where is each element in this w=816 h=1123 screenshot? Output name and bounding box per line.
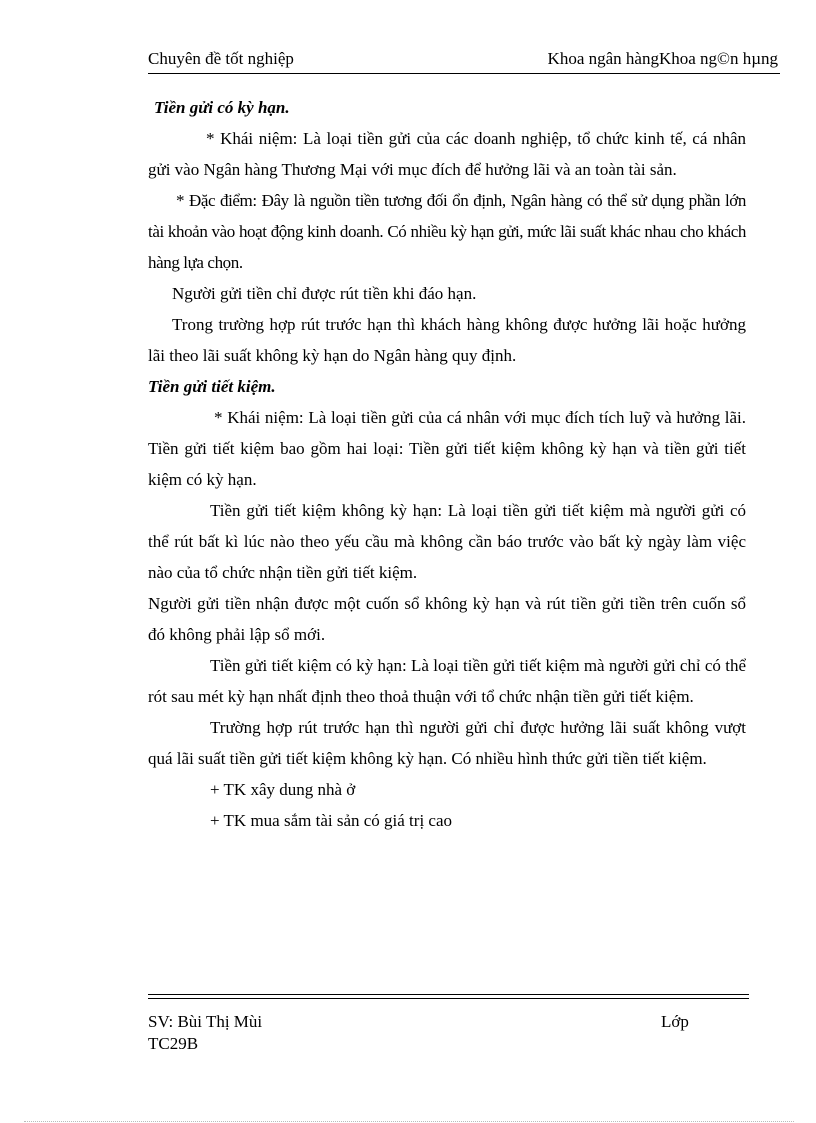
header-title: Chuyên đề tốt nghiệp <box>148 49 294 68</box>
list-item-housing: + TK xây dung nhà ở <box>210 780 356 799</box>
paragraph-term-features: * Đặc điểm: Đây là nguồn tiền tương đối ổn định, Ngân hàng có thể sử dụng phần lớn tài khoản vào hoạt động kinh doanh. Có nhiều kỳ hạn gửi, mức lãi suất khác nhau cho khách hàng lựa chọn. <box>148 191 746 272</box>
paragraph-term-definition: * Khái niệm: Là loại tiền gửi của các doanh nghiệp, tổ chức kinh tế, cá nhân gửi vào Ngân hàng Thương Mại với mục đích để hưởng lãi và an toàn tài sản. <box>148 129 746 179</box>
list-item-assets: + TK mua sắm tài sản có giá trị cao <box>210 811 453 830</box>
footer-class-label: Lớp <box>661 1012 689 1031</box>
footer-class-code: TC29B <box>148 1034 199 1053</box>
page-header <box>148 49 780 74</box>
paragraph-early-withdrawal: Trong trường hợp rút trước hạn thì khách hàng không được hưởng lãi hoặc hưởng lãi theo lãi suất không kỳ hạn do Ngân hàng quy định. <box>148 315 746 365</box>
document-body <box>148 92 746 836</box>
header-department: Khoa ngân hàngKhoa ng©n hµng <box>547 49 778 68</box>
page-edge-dotted-line <box>24 1121 794 1122</box>
footer-divider-top <box>148 994 749 995</box>
section-heading-term-deposit: Tiền gửi có kỳ hạn. <box>154 98 290 117</box>
paragraph-early-savings: Trường hợp rút trước hạn thì người gửi chỉ được hưởng lãi suất không vượt quá lãi suất tiền gửi tiết kiệm không kỳ hạn. Có nhiều hình thức gửi tiền tiết kiệm. <box>148 718 746 768</box>
paragraph-demand-savings: Tiền gửi tiết kiệm không kỳ hạn: Là loại tiền gửi tiết kiệm mà người gửi có thể rút bất kì lúc nào theo yếu cầu mà không cần báo trước vào bất kỳ ngày làm việc nào của tổ chức nhận tiền gửi tiết kiệm. <box>148 501 746 582</box>
footer-divider-bottom <box>148 998 749 999</box>
paragraph-savings-definition: * Khái niệm: Là loại tiền gửi của cá nhân với mục đích tích luỹ và hưởng lãi. Tiền gửi tiết kiệm bao gồm hai loại: Tiền gửi tiết kiệm không kỳ hạn và tiền gửi tiết kiệm có kỳ hạn. <box>148 408 746 489</box>
paragraph-withdraw-maturity: Người gửi tiền chỉ được rút tiền khi đáo hạn. <box>172 284 477 303</box>
paragraph-passbook: Người gửi tiền nhận được một cuốn sổ không kỳ hạn và rút tiền gửi tiền trên cuốn sổ đó không phải lập sổ mới. <box>148 594 746 644</box>
footer-student-name: SV: Bùi Thị Mùi <box>148 1012 263 1031</box>
paragraph-term-savings: Tiền gửi tiết kiệm có kỳ hạn: Là loại tiền gửi tiết kiệm mà người gửi chỉ có thể rót sau mét kỳ hạn nhất định theo thoả thuận với tổ chức nhận tiền gửi tiết kiệm. <box>148 656 746 706</box>
section-heading-savings-deposit: Tiền gửi tiết kiệm. <box>148 377 276 396</box>
